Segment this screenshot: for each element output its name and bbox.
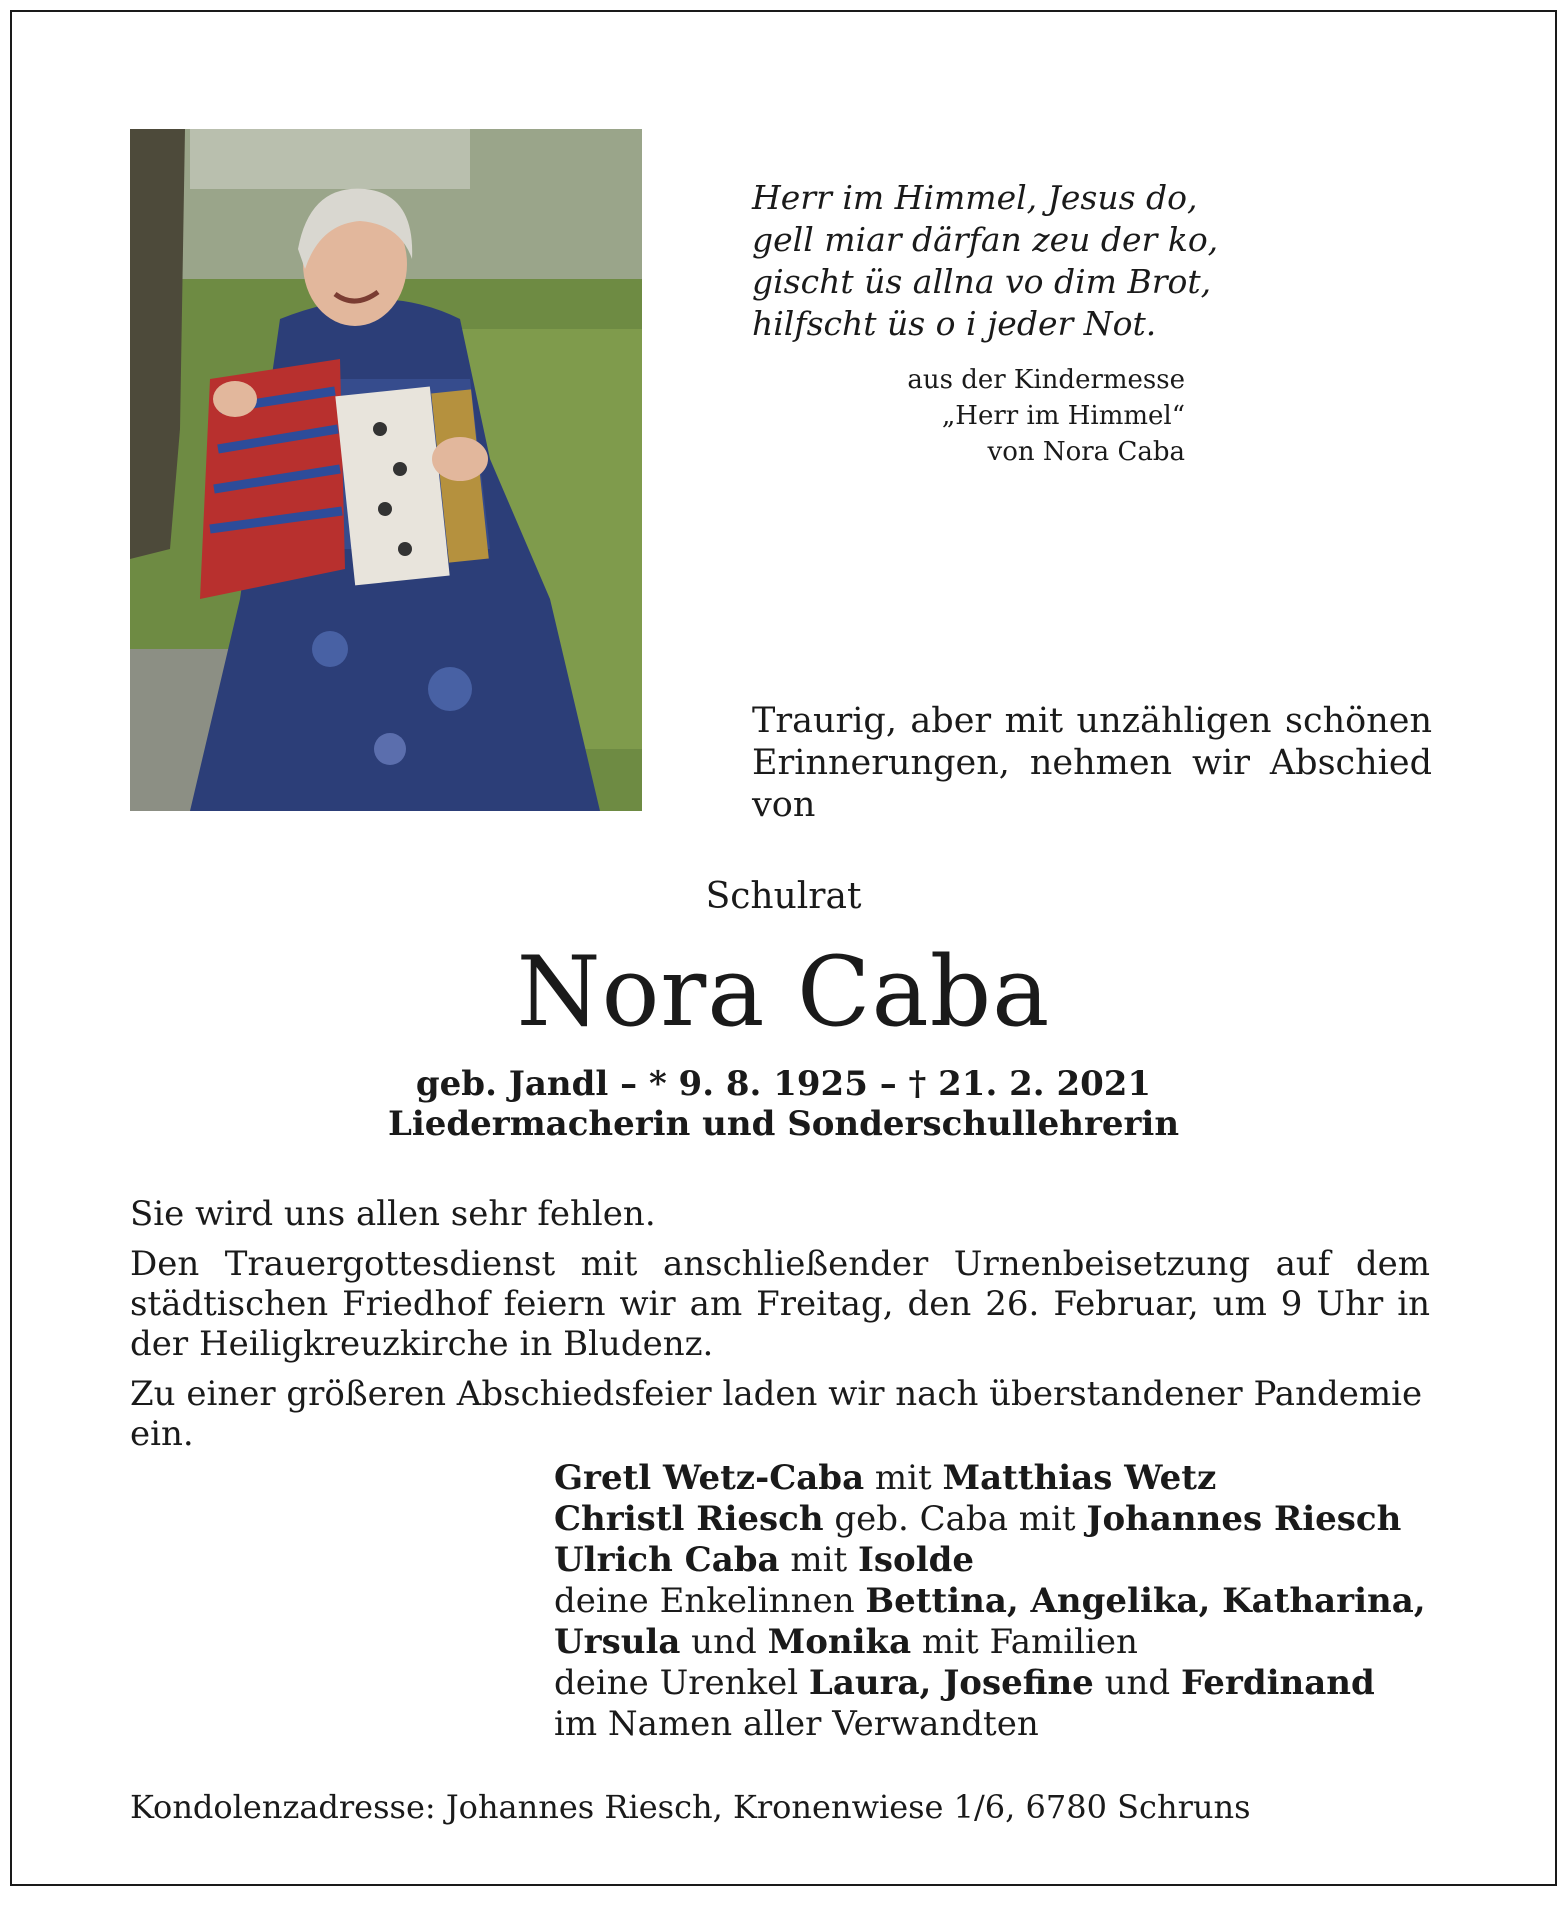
obituary-page xyxy=(10,10,1557,1886)
poem-source-line: „Herr im Himmel“ xyxy=(941,401,1185,431)
body-paragraph: Sie wird uns allen sehr fehlen. xyxy=(130,1194,656,1234)
mourner-name: Gretl Wetz-Caba xyxy=(554,1458,865,1498)
mourner-row xyxy=(554,1458,1454,1499)
mourners-list xyxy=(554,1458,1454,1745)
mourner-row xyxy=(554,1581,1454,1622)
mourner-row xyxy=(554,1499,1454,1540)
mourner-name: Johannes Riesch xyxy=(1086,1499,1402,1539)
mourner-name: Matthias Wetz xyxy=(942,1458,1217,1498)
portrait-photo xyxy=(130,129,642,811)
mourner-connector: und xyxy=(680,1622,768,1662)
poem-source-line: von Nora Caba xyxy=(987,437,1185,467)
mourner-name: Ursula xyxy=(554,1622,681,1662)
mourner-connector: und xyxy=(1093,1663,1181,1703)
mourner-connector: geb. Caba mit xyxy=(823,1499,1087,1539)
mourner-name: Ferdinand xyxy=(1181,1663,1375,1703)
poem-source xyxy=(805,362,1185,470)
mourner-name: Laura, Josefine xyxy=(808,1663,1094,1703)
poem-line: gell miar därfan zeu der ko, xyxy=(752,220,1219,259)
mourner-connector: deine Urenkel xyxy=(554,1663,809,1703)
mourner-row xyxy=(554,1540,1454,1581)
poem-line: gischt üs allna vo dim Brot, xyxy=(752,262,1212,301)
mourner-name: Christl Riesch xyxy=(554,1499,824,1539)
mourner-name: Ulrich Caba xyxy=(554,1540,780,1580)
deceased-name: Nora Caba xyxy=(516,936,1051,1048)
mourner-connector: mit xyxy=(864,1458,943,1498)
mourner-row xyxy=(554,1622,1454,1663)
body-paragraph: Den Trauergottesdienst mit anschließender Urnenbeisetzung auf dem städtischen Friedhof feiern wir am Freitag, den 26. Februar, um 9 Uhr in der Heiligkreuzkirche in Bludenz. xyxy=(130,1244,1430,1364)
mourner-name: Isolde xyxy=(857,1540,975,1580)
poem-line: hilfscht üs o i jeder Not. xyxy=(752,304,1157,343)
poem xyxy=(752,177,1219,345)
announcement-body xyxy=(130,1194,1430,1464)
condolence-address: Kondolenzadresse: Johannes Riesch, Kronenwiese 1/6, 6780 Schruns xyxy=(130,1788,1251,1826)
body-paragraph: Zu einer größeren Abschiedsfeier laden wir nach überstandener Pandemie ein. xyxy=(130,1374,1423,1454)
mourner-connector: mit Familien xyxy=(911,1622,1138,1662)
poem-line: Herr im Himmel, Jesus do, xyxy=(752,178,1198,217)
deceased-dates: geb. Jandl – * 9. 8. 1925 – † 21. 2. 2021 xyxy=(415,1064,1152,1104)
mourner-connector: mit xyxy=(779,1540,858,1580)
mourner-connector: deine Enkelinnen xyxy=(554,1581,866,1621)
mourner-row: im Namen aller Verwandten xyxy=(554,1704,1039,1744)
deceased-profession: Liedermacherin und Sonderschullehrerin xyxy=(387,1104,1180,1144)
portrait-illustration xyxy=(130,129,642,811)
deceased-title: Schulrat xyxy=(705,876,862,917)
intro-text: Traurig, aber mit unzähligen schönen Erinnerungen, nehmen wir Abschied von xyxy=(752,701,1432,825)
mourner-name: Monika xyxy=(767,1622,912,1662)
poem-source-line: aus der Kindermesse xyxy=(907,365,1185,395)
mourner-row xyxy=(554,1663,1454,1704)
mourner-name: Bettina, Angelika, Katharina, xyxy=(865,1581,1426,1621)
